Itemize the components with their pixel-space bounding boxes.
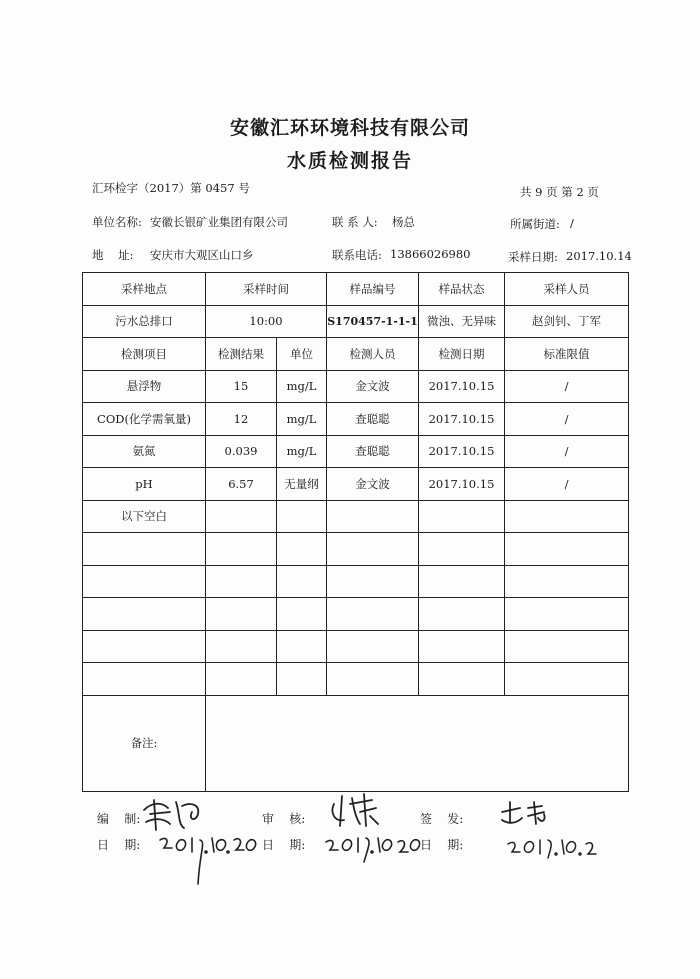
reviewed-label: 审 核:	[262, 812, 306, 826]
phone-label: 联系电话:	[332, 248, 382, 262]
test-header-cell: 检测结果	[206, 338, 277, 371]
test-header-cell: 单位	[277, 338, 327, 371]
test-result: 0.039	[206, 435, 277, 468]
date-label: 采样日期:	[508, 250, 558, 264]
sampling-header-cell: 样品编号	[327, 273, 419, 306]
unit-label: 单位名称:	[92, 215, 142, 229]
test-header-cell: 检测人员	[327, 338, 419, 371]
empty-row	[83, 533, 629, 566]
street-value: /	[570, 216, 574, 230]
remarks-row	[83, 695, 629, 791]
test-item: 氨氮	[83, 435, 206, 468]
sampling-cell: 微浊、无异味	[419, 305, 505, 338]
test-date: 2017.10.15	[419, 403, 505, 436]
table-row	[83, 403, 629, 436]
table-row	[83, 370, 629, 403]
test-item: COD(化学需氧量)	[83, 403, 206, 436]
sampling-header-cell: 采样人员	[505, 273, 629, 306]
contact-value: 杨总	[392, 215, 415, 229]
compiler-signature	[140, 790, 260, 890]
test-date: 2017.10.15	[419, 435, 505, 468]
report-number: 汇环检字（2017）第 0457 号	[92, 181, 250, 195]
empty-row	[83, 663, 629, 696]
issued-label: 签 发:	[420, 812, 464, 826]
sampling-data-row	[83, 305, 629, 338]
test-item: 悬浮物	[83, 370, 206, 403]
address-value: 安庆市大观区山口乡	[150, 248, 254, 262]
sampling-cell: 10:00	[206, 305, 327, 338]
sampling-header-cell: 采样地点	[83, 273, 206, 306]
reviewer-signature	[320, 790, 430, 870]
page-info: 共 9 页 第 2 页	[520, 185, 599, 199]
test-limit: /	[505, 468, 629, 501]
reviewed-date-label: 日 期:	[262, 838, 306, 852]
sampling-cell: 污水总排口	[83, 305, 206, 338]
test-tester: 查聪聪	[327, 435, 419, 468]
issued-date-label: 日 期:	[420, 838, 464, 852]
empty-row	[83, 630, 629, 663]
company-title: 安徽汇环环境科技有限公司	[229, 117, 470, 139]
sampling-cell: S170457-1-1-1	[327, 305, 419, 338]
compiled-label: 编 制:	[97, 812, 141, 826]
test-result: 15	[206, 370, 277, 403]
test-unit: mg/L	[277, 403, 327, 436]
address-label: 地 址:	[92, 248, 134, 262]
remarks-label: 备注:	[83, 695, 206, 791]
test-unit: mg/L	[277, 370, 327, 403]
test-header-cell: 检测项目	[83, 338, 206, 371]
test-tester: 金文波	[327, 370, 419, 403]
empty-row	[83, 598, 629, 631]
test-header-cell: 标准限值	[505, 338, 629, 371]
test-tester: 查聪聪	[327, 403, 419, 436]
issuer-signature	[498, 798, 608, 868]
test-header-row	[83, 338, 629, 371]
sampling-cell: 赵剑钊、丁军	[505, 305, 629, 338]
blank-note: 以下空白	[83, 500, 206, 533]
sampling-header-cell: 样品状态	[419, 273, 505, 306]
results-table	[82, 272, 629, 792]
sampling-header-row	[83, 273, 629, 306]
test-result: 12	[206, 403, 277, 436]
unit-value: 安徽长银矿业集团有限公司	[150, 215, 288, 229]
test-result: 6.57	[206, 468, 277, 501]
test-item: pH	[83, 468, 206, 501]
contact-label: 联 系 人:	[332, 215, 378, 229]
test-unit: 无量纲	[277, 468, 327, 501]
test-header-cell: 检测日期	[419, 338, 505, 371]
table-row	[83, 468, 629, 501]
empty-row	[83, 565, 629, 598]
test-unit: mg/L	[277, 435, 327, 468]
report-title: 水质检测报告	[286, 150, 413, 172]
test-limit: /	[505, 435, 629, 468]
test-limit: /	[505, 403, 629, 436]
test-limit: /	[505, 370, 629, 403]
street-label: 所属街道:	[510, 217, 560, 231]
test-date: 2017.10.15	[419, 370, 505, 403]
table-row	[83, 435, 629, 468]
blank-note-row	[83, 500, 629, 533]
sampling-header-cell: 采样时间	[206, 273, 327, 306]
compiled-date-label: 日 期:	[97, 838, 141, 852]
date-value: 2017.10.14	[566, 249, 632, 263]
phone-value: 13866026980	[390, 247, 471, 261]
test-date: 2017.10.15	[419, 468, 505, 501]
test-tester: 金文波	[327, 468, 419, 501]
remarks-content	[206, 695, 629, 791]
